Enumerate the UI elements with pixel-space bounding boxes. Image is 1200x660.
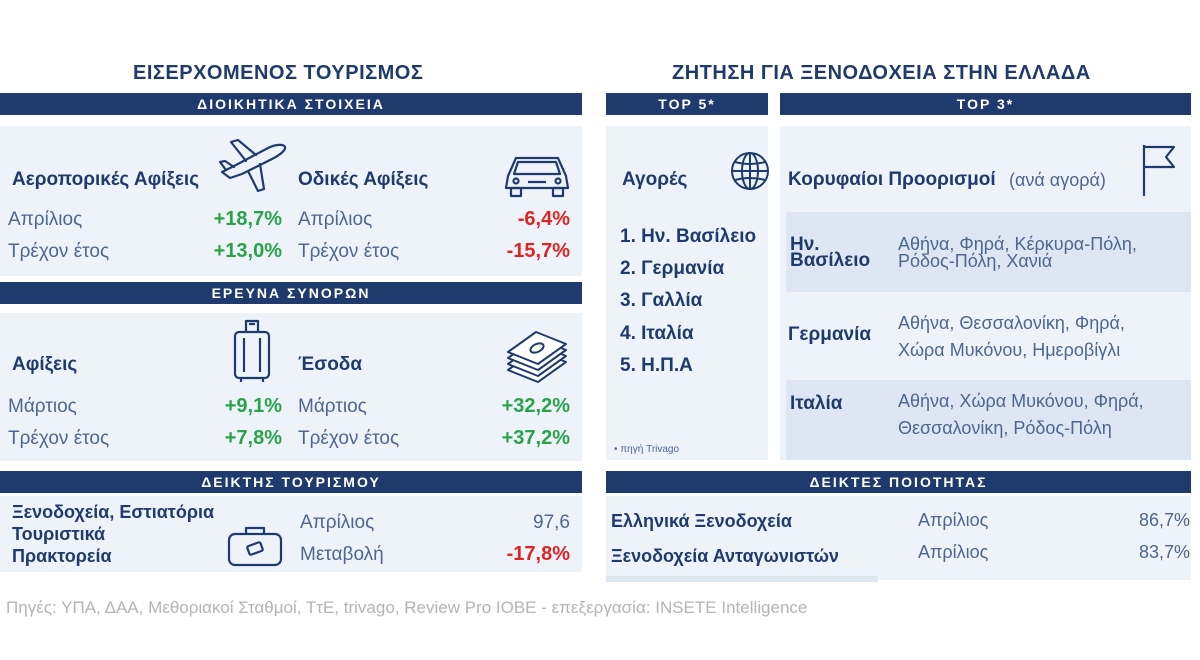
arrivals-row-value: +9,1%	[224, 395, 282, 417]
top-destinations-title: Κορυφαίοι Προορισμοί	[788, 169, 996, 190]
quality-row-value: 86,7%	[1138, 510, 1190, 530]
revenue-row-label: Τρέχον έτος	[298, 428, 400, 449]
right-section-title: ΖΗΤΗΣΗ ΓΙΑ ΞΕΝΟΔΟΧΕΙΑ ΣΤΗΝ ΕΛΛΑΔΑ	[672, 62, 1091, 84]
market-list-item: 4. Ιταλία	[620, 323, 694, 344]
market-list-item: 2. Γερμανία	[620, 258, 725, 279]
arrivals-row-label: Μάρτιος	[8, 396, 77, 417]
quality-divider	[606, 576, 878, 582]
market-destinations: Χώρα Μυκόνου, Ημεροβίγλι	[898, 340, 1121, 360]
index-row-label: Μεταβολή	[300, 544, 384, 565]
arrivals-row-value: +7,8%	[224, 427, 282, 449]
air-row-value: +18,7%	[213, 208, 282, 230]
luggage-icon	[232, 318, 272, 384]
index-row-label: Απρίλιος	[300, 512, 375, 533]
flag-icon	[1138, 142, 1178, 198]
quality-row-value: 83,7%	[1138, 542, 1190, 562]
market-country: Βασίλειο	[790, 250, 871, 271]
top3-band: TOP 3*	[780, 93, 1191, 115]
market-list-item: 3. Γαλλία	[620, 290, 703, 311]
air-arrivals-title: Αεροπορικές Αφίξεις	[12, 169, 200, 190]
arrivals-row-label: Τρέχον έτος	[8, 428, 110, 449]
index-title-line: Ξενοδοχεία, Εστιατόρια	[12, 502, 215, 522]
globe-icon	[729, 150, 771, 192]
car-icon	[502, 152, 572, 200]
suitcase-icon	[226, 524, 284, 568]
quality-row-name: Ελληνικά Ξενοδοχεία	[611, 511, 792, 531]
market-destinations: Αθήνα, Χώρα Μυκόνου, Φηρά,	[898, 391, 1144, 411]
top-destinations-subtitle: (ανά αγορά)	[1009, 170, 1106, 190]
air-row-value: +13,0%	[213, 240, 282, 262]
revenue-row-value: +32,2%	[501, 395, 570, 417]
markets-title: Αγορές	[622, 169, 688, 190]
money-stack-icon	[504, 330, 570, 386]
road-row-label: Απρίλιος	[298, 209, 373, 230]
market-country: Γερμανία	[788, 324, 872, 345]
market-destinations: Αθήνα, Θεσσαλονίκη, Φηρά,	[898, 313, 1125, 333]
trivago-source-note: • πηγή Trivago	[614, 444, 680, 455]
index-row-value: 97,6	[533, 512, 570, 533]
road-row-value: -15,7%	[506, 240, 570, 262]
market-destinations: Αθήνα, Φηρά, Κέρκυρα-Πόλη,	[898, 234, 1137, 254]
quality-row-name: Ξενοδοχεία Ανταγωνιστών	[611, 546, 839, 566]
road-row-label: Τρέχον έτος	[298, 241, 400, 262]
revenue-row-value: +37,2%	[501, 427, 570, 449]
quality-panel	[606, 496, 1191, 580]
border-survey-band: ΕΡΕΥΝΑ ΣΥΝΟΡΩΝ	[0, 282, 582, 304]
market-destinations: Θεσσαλονίκη, Ρόδος-Πόλη	[898, 418, 1112, 438]
revenue-title: Έσοδα	[298, 354, 363, 375]
market-country: Ην.	[790, 234, 820, 255]
left-section-title: ΕΙΣΕΡΧΟΜΕΝΟΣ ΤΟΥΡΙΣΜΟΣ	[133, 62, 424, 84]
index-row-value: -17,8%	[506, 543, 570, 565]
index-title-line: Τουριστικά	[12, 524, 106, 544]
tourism-index-band: ΔΕΙΚΤΗΣ ΤΟΥΡΙΣΜΟΥ	[0, 471, 582, 493]
air-row-label: Απρίλιος	[8, 209, 83, 230]
quality-row-label: Απρίλιος	[918, 542, 989, 562]
quality-row-label: Απρίλιος	[918, 510, 989, 530]
arrivals-title: Αφίξεις	[12, 354, 78, 375]
top5-band: TOP 5*	[606, 93, 768, 115]
market-country: Ιταλία	[790, 393, 843, 414]
index-title-line: Πρακτορεία	[12, 546, 112, 566]
quality-indices-band: ΔΕΙΚΤΕΣ ΠΟΙΟΤΗΤΑΣ	[606, 471, 1191, 493]
revenue-row-label: Μάρτιος	[298, 396, 367, 417]
air-row-label: Τρέχον έτος	[8, 241, 110, 262]
market-destinations: Ρόδος-Πόλη, Χανιά	[898, 251, 1053, 271]
market-list-item: 1. Ην. Βασίλειο	[620, 226, 757, 247]
market-list-item: 5. Η.Π.Α	[620, 355, 693, 376]
road-arrivals-title: Οδικές Αφίξεις	[298, 169, 429, 190]
sources-footer: Πηγές: ΥΠΑ, ΔΑΑ, Μεθοριακοί Σταθμοί, ΤτΕ, trivago, Review Pro ΙΟΒΕ - επεξεργασία: INSETE Intelligence	[6, 598, 808, 617]
airplane-icon	[216, 134, 290, 194]
admin-data-band: ΔΙΟΙΚΗΤΙΚΑ ΣΤΟΙΧΕΙΑ	[0, 93, 582, 115]
road-row-value: -6,4%	[517, 208, 570, 230]
